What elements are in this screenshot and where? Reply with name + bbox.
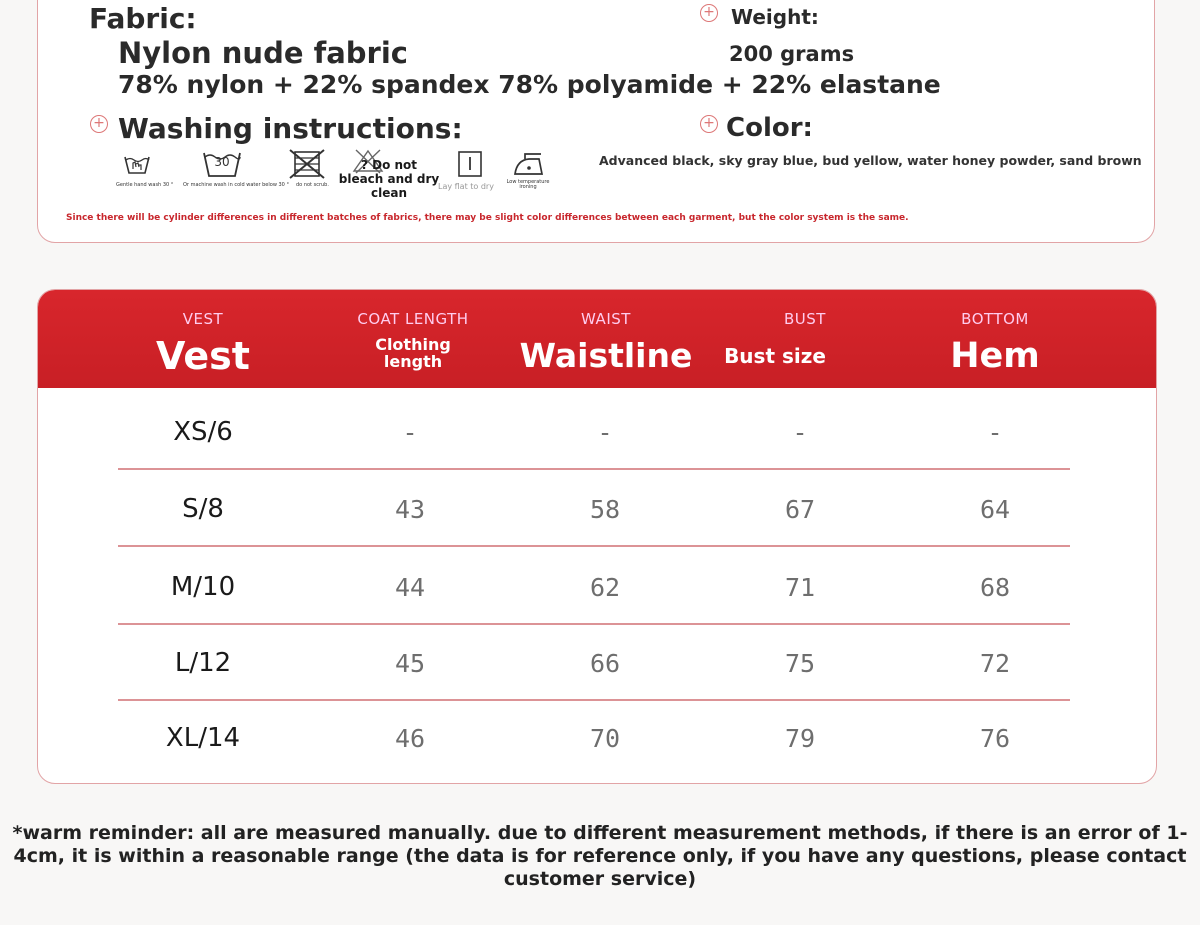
wash-item-no-scrub bbox=[285, 148, 329, 180]
bust-cell: 79 bbox=[784, 724, 816, 753]
wash-caption-1: Gentle hand wash 30 ° bbox=[116, 182, 174, 188]
wash-item-machine bbox=[200, 148, 244, 180]
wash-item-lay-flat bbox=[455, 150, 485, 178]
size-cell: L/12 bbox=[174, 648, 232, 678]
color-label: Color: bbox=[726, 113, 813, 143]
size-cell: XL/14 bbox=[165, 723, 241, 753]
header-big-label: Clothing length bbox=[375, 335, 451, 371]
waist-cell: 66 bbox=[589, 649, 621, 678]
wash-caption-4: ? Do not bleach and dry clean bbox=[338, 158, 440, 200]
washing-label: Washing instructions: bbox=[118, 112, 463, 145]
color-value: Advanced black, sky gray blue, bud yellow, water honey powder, sand brown bbox=[599, 153, 1142, 168]
table-row bbox=[118, 701, 1070, 776]
header-small-label: COAT LENGTH bbox=[357, 310, 469, 328]
weight-label: Weight: bbox=[731, 5, 819, 29]
washing-plus-icon: + bbox=[90, 115, 108, 133]
hand-wash-icon bbox=[122, 148, 152, 178]
measurement-reminder: *warm reminder: all are measured manually. due to different measurement methods, if there is an error of 1-4cm, it is within a reasonable range (the data is for reference only, if you have any questions, please contact customer service) bbox=[12, 822, 1188, 890]
header-small-label: BUST bbox=[784, 310, 826, 328]
bust-cell: 67 bbox=[784, 495, 816, 524]
row-divider bbox=[118, 468, 1070, 470]
wash-caption-3: do not scrub. bbox=[296, 182, 329, 188]
row-divider bbox=[118, 545, 1070, 547]
header-big-label: Vest bbox=[156, 334, 250, 378]
table-row bbox=[118, 472, 1070, 547]
bust-cell: 75 bbox=[784, 649, 816, 678]
lay-flat-icon bbox=[457, 150, 483, 178]
wash-item-iron bbox=[508, 150, 548, 178]
waist-cell: 62 bbox=[589, 573, 621, 602]
color-plus-icon: + bbox=[700, 115, 718, 133]
wash-caption-5: Lay flat to dry bbox=[438, 182, 494, 191]
hem-cell: - bbox=[987, 418, 1003, 447]
header-small-label: VEST bbox=[182, 310, 224, 328]
weight-value: 200 grams bbox=[729, 42, 855, 66]
waist-cell: - bbox=[597, 418, 613, 447]
table-row bbox=[118, 550, 1070, 625]
wash-caption-6: Low temperature ironing bbox=[506, 179, 550, 190]
table-row bbox=[118, 626, 1070, 701]
low-temp-iron-icon bbox=[509, 150, 547, 178]
bust-cell: 71 bbox=[784, 573, 816, 602]
wash-temp: 30 bbox=[214, 155, 230, 169]
coat-length-cell: 44 bbox=[394, 573, 426, 602]
do-not-scrub-icon bbox=[287, 148, 327, 180]
header-big-label: Waistline bbox=[519, 336, 693, 375]
coat-length-cell: 46 bbox=[394, 724, 426, 753]
size-cell: M/10 bbox=[170, 572, 236, 602]
header-big-label: Bust size bbox=[724, 344, 826, 368]
coat-length-cell: 45 bbox=[394, 649, 426, 678]
header-big-label: Hem bbox=[950, 336, 1040, 376]
wash-caption-2: Or machine wash in cold water below 30 ° bbox=[183, 182, 289, 188]
hem-cell: 64 bbox=[979, 495, 1011, 524]
hem-cell: 68 bbox=[979, 573, 1011, 602]
size-table-header bbox=[38, 290, 1156, 388]
row-divider bbox=[118, 623, 1070, 625]
header-small-label: BOTTOM bbox=[961, 310, 1029, 328]
waist-cell: 70 bbox=[589, 724, 621, 753]
table-row bbox=[118, 395, 1070, 470]
color-difference-notice: Since there will be cylinder differences in different batches of fabrics, there may be slight color differences between each garment, but the color system is the same. bbox=[66, 213, 909, 223]
fabric-name: Nylon nude fabric bbox=[118, 36, 408, 70]
bust-cell: - bbox=[792, 418, 808, 447]
fabric-composition: 78% nylon + 22% spandex 78% polyamide + 22% elastane bbox=[118, 70, 941, 99]
hem-cell: 76 bbox=[979, 724, 1011, 753]
waist-cell: 58 bbox=[589, 495, 621, 524]
header-small-label: WAIST bbox=[581, 310, 631, 328]
size-cell: S/8 bbox=[182, 494, 224, 524]
size-table bbox=[37, 289, 1157, 784]
wash-item-hand-wash bbox=[117, 148, 157, 178]
fabric-label: Fabric: bbox=[89, 2, 197, 35]
hem-cell: 72 bbox=[979, 649, 1011, 678]
weight-plus-icon: + bbox=[700, 4, 718, 22]
coat-length-cell: 43 bbox=[394, 495, 426, 524]
size-cell: XS/6 bbox=[173, 417, 233, 447]
coat-length-cell: - bbox=[402, 418, 418, 447]
